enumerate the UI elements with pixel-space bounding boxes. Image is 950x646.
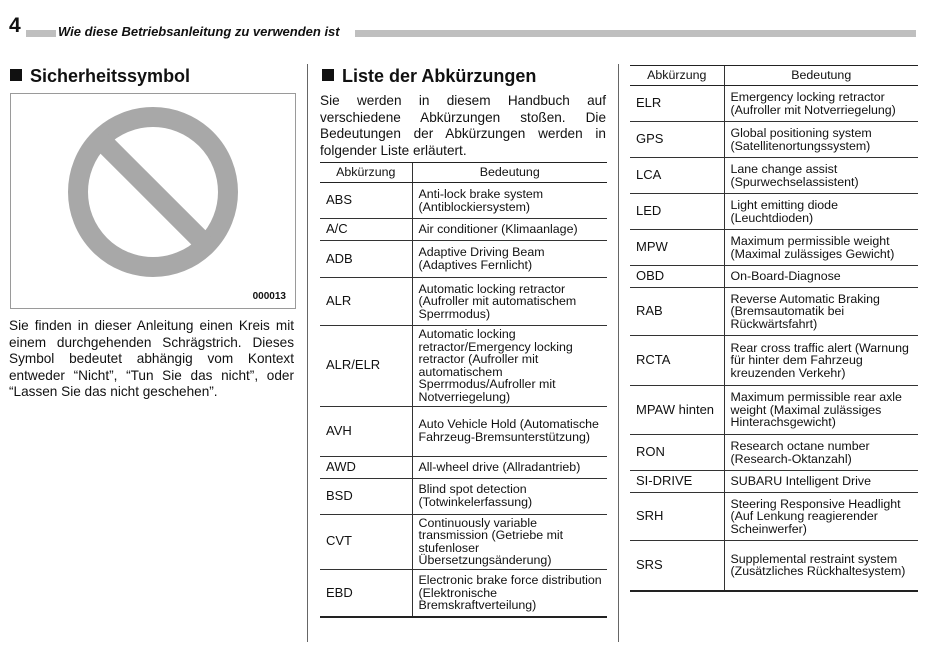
meaning-cell: Steering Responsive Headlight (Auf Lenkung reagierender Scheinwerfer) <box>724 493 918 541</box>
square-bullet-icon <box>10 69 22 81</box>
table-row <box>630 288 918 336</box>
meaning-cell: Maximum permissible weight (Maximal zulässiges Gewicht) <box>724 230 918 266</box>
header-rule-left <box>26 30 56 37</box>
abbr-cell: RCTA <box>630 336 724 386</box>
abbr-cell: SI-DRIVE <box>630 471 724 493</box>
square-bullet-icon <box>322 69 334 81</box>
meaning-cell: Auto Vehicle Hold (Automatische Fahrzeug-Bremsunterstützung) <box>412 406 607 456</box>
meaning-cell: Air conditioner (Klimaanlage) <box>412 219 607 241</box>
table-row <box>630 336 918 386</box>
table-row <box>630 122 918 158</box>
abbr-cell: ABS <box>320 183 412 219</box>
table-row <box>320 241 607 278</box>
table-row <box>320 183 607 219</box>
meaning-cell: Emergency locking retractor (Aufroller mit Notverriegelung) <box>724 86 918 122</box>
table-header-row <box>320 163 607 183</box>
table-row <box>630 158 918 194</box>
table-row <box>320 569 607 617</box>
abbr-cell: LCA <box>630 158 724 194</box>
table-row <box>320 514 607 569</box>
table-row <box>320 326 607 407</box>
meaning-cell: Automatic locking retractor (Aufroller mit automatischem Sperrmodus) <box>412 278 607 326</box>
table-row <box>630 230 918 266</box>
meaning-cell: On-Board-Diagnose <box>724 266 918 288</box>
abbr-cell: ALR/ELR <box>320 326 412 407</box>
table-row <box>630 86 918 122</box>
table-row <box>630 541 918 591</box>
table-header-row <box>630 66 918 86</box>
heading-abbreviation-list <box>322 66 536 87</box>
column-divider-left <box>307 64 308 642</box>
meaning-cell: Anti-lock brake system (Antiblockiersystem) <box>412 183 607 219</box>
table-row <box>630 386 918 435</box>
meaning-cell: All-wheel drive (Allradantrieb) <box>412 456 607 478</box>
prohibition-sign-icon <box>11 94 295 308</box>
abbreviation-intro-paragraph: Sie werden in diesem Handbuch auf verschiedene Abkürzungen stoßen. Die Bedeutungen der Abkürzungen werden in folgender Liste erläutert. <box>320 93 606 158</box>
abbr-cell: SRH <box>630 493 724 541</box>
abbr-cell: EBD <box>320 569 412 617</box>
abbr-cell: LED <box>630 194 724 230</box>
meaning-cell: Electronic brake force distribution (Elektronische Bremskraftverteilung) <box>412 569 607 617</box>
meaning-cell: Rear cross traffic alert (Warnung für hinter dem Fahrzeug kreuzenden Verkehr) <box>724 336 918 386</box>
meaning-cell: Global positioning system (Satellitenortungssystem) <box>724 122 918 158</box>
abbr-cell: MPW <box>630 230 724 266</box>
table-row <box>630 435 918 471</box>
column-header-meaning: Bedeutung <box>412 163 607 183</box>
heading-safety-symbol-text: Sicherheitssymbol <box>30 66 191 86</box>
abbreviation-table-2 <box>630 65 918 592</box>
safety-symbol-paragraph: Sie finden in dieser Anleitung einen Kreis mit einem durchgehenden Schrägstrich. Dieses Symbol bedeutet abhängig vom Kontext entweder “Nicht”, “Tun Sie das nicht”, oder “Lassen Sie das nicht geschehen”. <box>9 318 294 400</box>
page-header <box>0 0 950 48</box>
meaning-cell: Lane change assist (Spurwechselassistent) <box>724 158 918 194</box>
table-row <box>630 194 918 230</box>
abbreviation-table-1 <box>320 162 607 618</box>
table-row <box>320 456 607 478</box>
figure-id: 000013 <box>252 291 286 302</box>
abbr-cell: SRS <box>630 541 724 591</box>
heading-safety-symbol <box>10 66 190 87</box>
abbr-cell: GPS <box>630 122 724 158</box>
abbr-cell: A/C <box>320 219 412 241</box>
meaning-cell: Blind spot detection (Totwinkelerfassung) <box>412 478 607 514</box>
table-row <box>630 493 918 541</box>
meaning-cell: Supplemental restraint system (Zusätzliches Rückhaltesystem) <box>724 541 918 591</box>
abbr-cell: BSD <box>320 478 412 514</box>
column-header-meaning: Bedeutung <box>724 66 918 86</box>
column-header-abbreviation: Abkürzung <box>320 163 412 183</box>
column-header-abbreviation: Abkürzung <box>630 66 724 86</box>
meaning-cell: SUBARU Intelligent Drive <box>724 471 918 493</box>
table-row <box>320 278 607 326</box>
header-rule <box>355 30 916 37</box>
meaning-cell: Light emitting diode (Leuchtdioden) <box>724 194 918 230</box>
table-row <box>320 406 607 456</box>
abbr-cell: OBD <box>630 266 724 288</box>
meaning-cell: Adaptive Driving Beam (Adaptives Fernlicht) <box>412 241 607 278</box>
abbr-cell: ELR <box>630 86 724 122</box>
abbr-cell: AWD <box>320 456 412 478</box>
abbr-cell: RAB <box>630 288 724 336</box>
table-row <box>320 478 607 514</box>
safety-symbol-figure <box>10 93 296 309</box>
meaning-cell: Reverse Automatic Braking (Bremsautomatik bei Rückwärtsfahrt) <box>724 288 918 336</box>
abbr-cell: RON <box>630 435 724 471</box>
meaning-cell: Maximum permissible rear axle weight (Maximal zulässiges Hinterachsgewicht) <box>724 386 918 435</box>
page-number: 4 <box>9 14 21 37</box>
table-row <box>320 219 607 241</box>
abbr-cell: ALR <box>320 278 412 326</box>
meaning-cell: Continuously variable transmission (Getriebe mit stufenloser Übersetzungsänderung) <box>412 514 607 569</box>
abbr-cell: CVT <box>320 514 412 569</box>
table-row <box>630 266 918 288</box>
abbr-cell: MPAW hinten <box>630 386 724 435</box>
meaning-cell: Automatic locking retractor/Emergency locking retractor (Aufroller mit automatischem Sperrmodus/Aufroller mit Notverriegelung) <box>412 326 607 407</box>
heading-abbreviation-list-text: Liste der Abkürzungen <box>342 66 537 86</box>
column-divider-right <box>618 64 619 642</box>
abbr-cell: AVH <box>320 406 412 456</box>
meaning-cell: Research octane number (Research-Oktanzahl) <box>724 435 918 471</box>
abbr-cell: ADB <box>320 241 412 278</box>
table-row <box>630 471 918 493</box>
header-title: Wie diese Betriebsanleitung zu verwenden ist <box>58 24 340 39</box>
